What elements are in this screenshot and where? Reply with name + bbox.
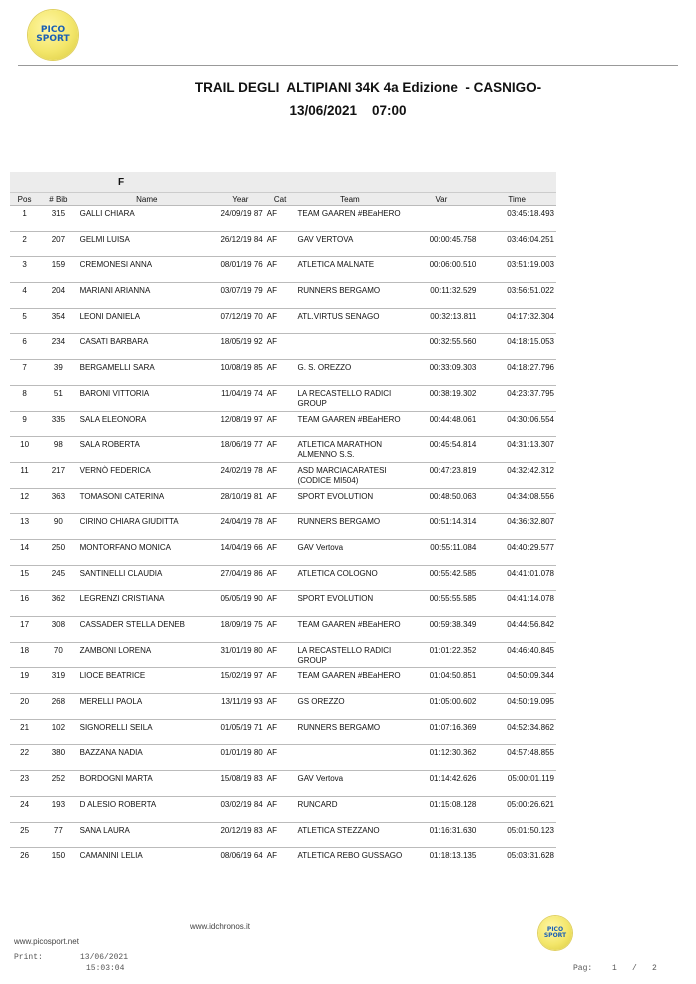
logo-text-line1: PICO xyxy=(40,25,66,35)
cell-pos: 18 xyxy=(10,642,39,668)
col-header-time: Time xyxy=(478,193,556,206)
cell-pos: 11 xyxy=(10,462,39,488)
cell-cat: AF xyxy=(265,462,296,488)
cell-cat: AF xyxy=(265,257,296,283)
cell-cat: AF xyxy=(265,591,296,617)
col-header-var: Var xyxy=(404,193,478,206)
cell-var: 00:11:32.529 xyxy=(404,283,478,309)
cell-year: 20/12/19 83 xyxy=(216,822,265,848)
cell-team: LA RECASTELLO RADICI GROUP xyxy=(295,385,404,411)
header-divider xyxy=(18,65,678,66)
cell-year: 03/07/19 79 xyxy=(216,283,265,309)
cell-time: 05:00:01.119 xyxy=(478,771,556,797)
cell-time: 03:56:51.022 xyxy=(478,283,556,309)
cell-team: TEAM GAAREN #BEaHERO xyxy=(295,206,404,232)
print-time: 15:03:04 xyxy=(86,964,125,973)
result-row xyxy=(10,565,556,591)
cell-bib: 308 xyxy=(39,617,77,643)
cell-var: 01:16:31.630 xyxy=(404,822,478,848)
result-row xyxy=(10,848,556,874)
cell-var: 00:00:45.758 xyxy=(404,231,478,257)
cell-pos: 14 xyxy=(10,539,39,565)
cell-var: 01:04:50.851 xyxy=(404,668,478,694)
cell-time: 04:23:37.795 xyxy=(478,385,556,411)
cell-cat: AF xyxy=(265,565,296,591)
result-row xyxy=(10,642,556,668)
cell-team: RUNNERS BERGAMO xyxy=(295,283,404,309)
cell-time: 04:18:15.053 xyxy=(478,334,556,360)
cell-var: 00:55:42.585 xyxy=(404,565,478,591)
result-row xyxy=(10,591,556,617)
cell-bib: 98 xyxy=(39,437,77,463)
cell-name: BORDOGNI MARTA xyxy=(78,771,216,797)
cell-var: 01:01:22.352 xyxy=(404,642,478,668)
cell-team: ATLETICA MARATHON ALMENNO S.S. xyxy=(295,437,404,463)
cell-pos: 8 xyxy=(10,385,39,411)
cell-bib: 362 xyxy=(39,591,77,617)
cell-year: 24/04/19 78 xyxy=(216,514,265,540)
cell-time: 03:46:04.251 xyxy=(478,231,556,257)
cell-team: ATL.VIRTUS SENAGO xyxy=(295,308,404,334)
result-row xyxy=(10,771,556,797)
cell-year: 15/02/19 97 xyxy=(216,668,265,694)
cell-year: 11/04/19 74 xyxy=(216,385,265,411)
cell-name: MARIANI ARIANNA xyxy=(78,283,216,309)
result-row xyxy=(10,334,556,360)
result-row xyxy=(10,360,556,386)
cell-team xyxy=(295,334,404,360)
cell-name: GALLI CHIARA xyxy=(78,206,216,232)
cell-pos: 21 xyxy=(10,719,39,745)
cell-pos: 15 xyxy=(10,565,39,591)
idchronos-website: www.idchronos.it xyxy=(190,922,251,931)
page-total: 2 xyxy=(652,964,657,973)
cell-time: 04:41:14.078 xyxy=(478,591,556,617)
result-row xyxy=(10,385,556,411)
col-header-pos: Pos xyxy=(10,193,39,206)
cell-team: RUNCARD xyxy=(295,796,404,822)
cell-time: 04:18:27.796 xyxy=(478,360,556,386)
cell-cat: AF xyxy=(265,360,296,386)
column-header-row xyxy=(10,193,556,206)
cell-bib: 70 xyxy=(39,642,77,668)
cell-bib: 252 xyxy=(39,771,77,797)
logo-text-line2: SPORT xyxy=(36,34,70,44)
cell-pos: 23 xyxy=(10,771,39,797)
cell-time: 04:57:48.855 xyxy=(478,745,556,771)
cell-time: 04:32:42.312 xyxy=(478,462,556,488)
cell-year: 07/12/19 70 xyxy=(216,308,265,334)
cell-cat: AF xyxy=(265,411,296,437)
col-header-cat: Cat xyxy=(265,193,296,206)
cell-cat: AF xyxy=(265,539,296,565)
cell-pos: 10 xyxy=(10,437,39,463)
result-row xyxy=(10,668,556,694)
cell-team: RUNNERS BERGAMO xyxy=(295,514,404,540)
cell-name: D ALESIO ROBERTA xyxy=(78,796,216,822)
event-title: TRAIL DEGLI ALTIPIANI 34K 4a Edizione - CASNIGO- xyxy=(194,80,542,95)
cell-name: BARONI VITTORIA xyxy=(78,385,216,411)
page-separator: / xyxy=(632,964,637,973)
cell-cat: AF xyxy=(265,668,296,694)
cell-year: 18/05/19 92 xyxy=(216,334,265,360)
cell-var: 00:59:38.349 xyxy=(404,617,478,643)
cell-year: 08/06/19 64 xyxy=(216,848,265,874)
col-header-bib: # Bib xyxy=(39,193,77,206)
cell-pos: 9 xyxy=(10,411,39,437)
cell-pos: 5 xyxy=(10,308,39,334)
cell-time: 05:00:26.621 xyxy=(478,796,556,822)
cell-time: 05:01:50.123 xyxy=(478,822,556,848)
cell-team: ATLETICA STEZZANO xyxy=(295,822,404,848)
logo-small-text-line1: PICO xyxy=(546,926,564,933)
cell-var: 00:55:11.084 xyxy=(404,539,478,565)
event-date-time: 13/06/2021 07:00 xyxy=(289,103,407,118)
cell-var: 01:18:13.135 xyxy=(404,848,478,874)
cell-name: TOMASONI CATERINA xyxy=(78,488,216,514)
col-header-name: Name xyxy=(78,193,216,206)
cell-time: 04:31:13.307 xyxy=(478,437,556,463)
cell-time: 03:45:18.493 xyxy=(478,206,556,232)
cell-year: 01/01/19 80 xyxy=(216,745,265,771)
cell-year: 08/01/19 76 xyxy=(216,257,265,283)
print-label: Print: xyxy=(14,953,43,962)
cell-bib: 315 xyxy=(39,206,77,232)
cell-var xyxy=(404,206,478,232)
cell-name: SALA ROBERTA xyxy=(78,437,216,463)
cell-time: 03:51:19.003 xyxy=(478,257,556,283)
cell-team: G. S. OREZZO xyxy=(295,360,404,386)
cell-bib: 39 xyxy=(39,360,77,386)
cell-var: 00:48:50.063 xyxy=(404,488,478,514)
cell-var: 00:51:14.314 xyxy=(404,514,478,540)
cell-pos: 4 xyxy=(10,283,39,309)
result-row xyxy=(10,488,556,514)
cell-pos: 17 xyxy=(10,617,39,643)
category-group-label: F xyxy=(10,172,216,193)
cell-name: CAMANINI LELIA xyxy=(78,848,216,874)
cell-bib: 380 xyxy=(39,745,77,771)
cell-team: TEAM GAAREN #BEaHERO xyxy=(295,668,404,694)
cell-name: CASATI BARBARA xyxy=(78,334,216,360)
cell-cat: AF xyxy=(265,385,296,411)
page-current: 1 xyxy=(612,964,617,973)
cell-var: 01:15:08.128 xyxy=(404,796,478,822)
cell-pos: 7 xyxy=(10,360,39,386)
cell-year: 12/08/19 97 xyxy=(216,411,265,437)
cell-year: 27/04/19 86 xyxy=(216,565,265,591)
cell-name: BERGAMELLI SARA xyxy=(78,360,216,386)
cell-pos: 2 xyxy=(10,231,39,257)
cell-bib: 245 xyxy=(39,565,77,591)
cell-pos: 16 xyxy=(10,591,39,617)
cell-year: 28/10/19 81 xyxy=(216,488,265,514)
cell-bib: 204 xyxy=(39,283,77,309)
cell-var: 00:44:48.061 xyxy=(404,411,478,437)
result-row xyxy=(10,514,556,540)
cell-time: 04:34:08.556 xyxy=(478,488,556,514)
cell-pos: 1 xyxy=(10,206,39,232)
cell-cat: AF xyxy=(265,719,296,745)
results-table xyxy=(10,172,556,873)
cell-var: 00:47:23.819 xyxy=(404,462,478,488)
result-row xyxy=(10,745,556,771)
result-row xyxy=(10,308,556,334)
cell-year: 31/01/19 80 xyxy=(216,642,265,668)
cell-name: LIOCE BEATRICE xyxy=(78,668,216,694)
cell-var: 00:32:55.560 xyxy=(404,334,478,360)
cell-bib: 354 xyxy=(39,308,77,334)
print-date: 13/06/2021 xyxy=(80,953,129,962)
cell-bib: 363 xyxy=(39,488,77,514)
cell-team: TEAM GAAREN #BEaHERO xyxy=(295,617,404,643)
cell-team: ASD MARCIACARATESI (CODICE MI504) xyxy=(295,462,404,488)
result-row xyxy=(10,411,556,437)
cell-pos: 12 xyxy=(10,488,39,514)
cell-name: MONTORFANO MONICA xyxy=(78,539,216,565)
cell-cat: AF xyxy=(265,206,296,232)
cell-cat: AF xyxy=(265,694,296,720)
cell-name: LEONI DANIELA xyxy=(78,308,216,334)
cell-name: SANTINELLI CLAUDIA xyxy=(78,565,216,591)
cell-name: ZAMBONI LORENA xyxy=(78,642,216,668)
cell-cat: AF xyxy=(265,796,296,822)
cell-var: 01:14:42.626 xyxy=(404,771,478,797)
cell-var: 00:45:54.814 xyxy=(404,437,478,463)
cell-cat: AF xyxy=(265,617,296,643)
cell-name: BAZZANA NADIA xyxy=(78,745,216,771)
cell-pos: 26 xyxy=(10,848,39,874)
cell-bib: 217 xyxy=(39,462,77,488)
cell-var: 00:33:09.303 xyxy=(404,360,478,386)
result-row xyxy=(10,822,556,848)
cell-var: 01:05:00.602 xyxy=(404,694,478,720)
cell-var: 00:06:00.510 xyxy=(404,257,478,283)
cell-pos: 24 xyxy=(10,796,39,822)
cell-bib: 77 xyxy=(39,822,77,848)
cell-name: SIGNORELLI SEILA xyxy=(78,719,216,745)
cell-bib: 159 xyxy=(39,257,77,283)
cell-time: 04:36:32.807 xyxy=(478,514,556,540)
result-row xyxy=(10,462,556,488)
category-group-row xyxy=(10,172,556,193)
cell-cat: AF xyxy=(265,848,296,874)
cell-cat: AF xyxy=(265,771,296,797)
result-row xyxy=(10,283,556,309)
cell-bib: 102 xyxy=(39,719,77,745)
cell-bib: 250 xyxy=(39,539,77,565)
cell-cat: AF xyxy=(265,437,296,463)
cell-bib: 335 xyxy=(39,411,77,437)
cell-time: 04:52:34.862 xyxy=(478,719,556,745)
cell-name: SANA LAURA xyxy=(78,822,216,848)
cell-pos: 6 xyxy=(10,334,39,360)
cell-pos: 20 xyxy=(10,694,39,720)
cell-bib: 319 xyxy=(39,668,77,694)
result-row xyxy=(10,231,556,257)
cell-team: GAV Vertova xyxy=(295,771,404,797)
cell-team: GAV Vertova xyxy=(295,539,404,565)
cell-bib: 193 xyxy=(39,796,77,822)
cell-name: LEGRENZI CRISTIANA xyxy=(78,591,216,617)
cell-year: 26/12/19 84 xyxy=(216,231,265,257)
cell-cat: AF xyxy=(265,231,296,257)
cell-var: 01:12:30.362 xyxy=(404,745,478,771)
cell-cat: AF xyxy=(265,642,296,668)
cell-year: 05/05/19 90 xyxy=(216,591,265,617)
cell-team: RUNNERS BERGAMO xyxy=(295,719,404,745)
cell-time: 04:46:40.845 xyxy=(478,642,556,668)
cell-var: 01:07:16.369 xyxy=(404,719,478,745)
cell-year: 18/09/19 75 xyxy=(216,617,265,643)
cell-year: 14/04/19 66 xyxy=(216,539,265,565)
result-row xyxy=(10,206,556,232)
cell-pos: 3 xyxy=(10,257,39,283)
cell-year: 15/08/19 83 xyxy=(216,771,265,797)
cell-name: CASSADER STELLA DENEB xyxy=(78,617,216,643)
cell-year: 24/09/19 87 xyxy=(216,206,265,232)
result-row xyxy=(10,719,556,745)
cell-time: 04:41:01.078 xyxy=(478,565,556,591)
cell-pos: 13 xyxy=(10,514,39,540)
cell-team: SPORT EVOLUTION xyxy=(295,591,404,617)
cell-cat: AF xyxy=(265,514,296,540)
result-row xyxy=(10,796,556,822)
cell-team: ATLETICA MALNATE xyxy=(295,257,404,283)
cell-time: 04:30:06.554 xyxy=(478,411,556,437)
cell-bib: 150 xyxy=(39,848,77,874)
result-row xyxy=(10,539,556,565)
cell-cat: AF xyxy=(265,308,296,334)
result-row xyxy=(10,257,556,283)
cell-time: 04:50:09.344 xyxy=(478,668,556,694)
cell-var: 00:32:13.811 xyxy=(404,308,478,334)
cell-year: 10/08/19 85 xyxy=(216,360,265,386)
cell-team: LA RECASTELLO RADICI GROUP xyxy=(295,642,404,668)
cell-var: 00:38:19.302 xyxy=(404,385,478,411)
cell-name: SALA ELEONORA xyxy=(78,411,216,437)
cell-name: GELMI LUISA xyxy=(78,231,216,257)
cell-time: 04:40:29.577 xyxy=(478,539,556,565)
picosport-logo-small xyxy=(538,916,572,950)
cell-year: 18/06/19 77 xyxy=(216,437,265,463)
cell-pos: 19 xyxy=(10,668,39,694)
col-header-year: Year xyxy=(216,193,265,206)
cell-year: 01/05/19 71 xyxy=(216,719,265,745)
cell-year: 13/11/19 93 xyxy=(216,694,265,720)
cell-time: 04:44:56.842 xyxy=(478,617,556,643)
cell-pos: 25 xyxy=(10,822,39,848)
cell-team: SPORT EVOLUTION xyxy=(295,488,404,514)
cell-cat: AF xyxy=(265,488,296,514)
cell-name: CREMONESI ANNA xyxy=(78,257,216,283)
cell-var: 00:55:55.585 xyxy=(404,591,478,617)
result-row xyxy=(10,694,556,720)
cell-time: 04:17:32.304 xyxy=(478,308,556,334)
cell-year: 24/02/19 78 xyxy=(216,462,265,488)
result-row xyxy=(10,437,556,463)
cell-name: CIRINO CHIARA GIUDITTA xyxy=(78,514,216,540)
cell-name: VERNÒ FEDERICA xyxy=(78,462,216,488)
cell-team: TEAM GAAREN #BEaHERO xyxy=(295,411,404,437)
cell-bib: 90 xyxy=(39,514,77,540)
cell-cat: AF xyxy=(265,283,296,309)
cell-cat: AF xyxy=(265,822,296,848)
logo-small-text-line2: SPORT xyxy=(543,932,567,939)
cell-team: ATLETICA REBO GUSSAGO xyxy=(295,848,404,874)
cell-time: 05:03:31.628 xyxy=(478,848,556,874)
cell-pos: 22 xyxy=(10,745,39,771)
cell-bib: 51 xyxy=(39,385,77,411)
cell-bib: 207 xyxy=(39,231,77,257)
cell-team: ATLETICA COLOGNO xyxy=(295,565,404,591)
cell-cat: AF xyxy=(265,745,296,771)
cell-bib: 268 xyxy=(39,694,77,720)
cell-name: MERELLI PAOLA xyxy=(78,694,216,720)
results-body xyxy=(10,206,556,874)
picosport-website: www.picosport.net xyxy=(14,937,79,946)
cell-cat: AF xyxy=(265,334,296,360)
picosport-logo xyxy=(28,10,78,60)
cell-bib: 234 xyxy=(39,334,77,360)
page-label: Pag: xyxy=(573,964,593,973)
cell-year: 03/02/19 84 xyxy=(216,796,265,822)
col-header-team: Team xyxy=(295,193,404,206)
cell-team: GAV VERTOVA xyxy=(295,231,404,257)
cell-team: GS OREZZO xyxy=(295,694,404,720)
cell-time: 04:50:19.095 xyxy=(478,694,556,720)
cell-team xyxy=(295,745,404,771)
result-row xyxy=(10,617,556,643)
